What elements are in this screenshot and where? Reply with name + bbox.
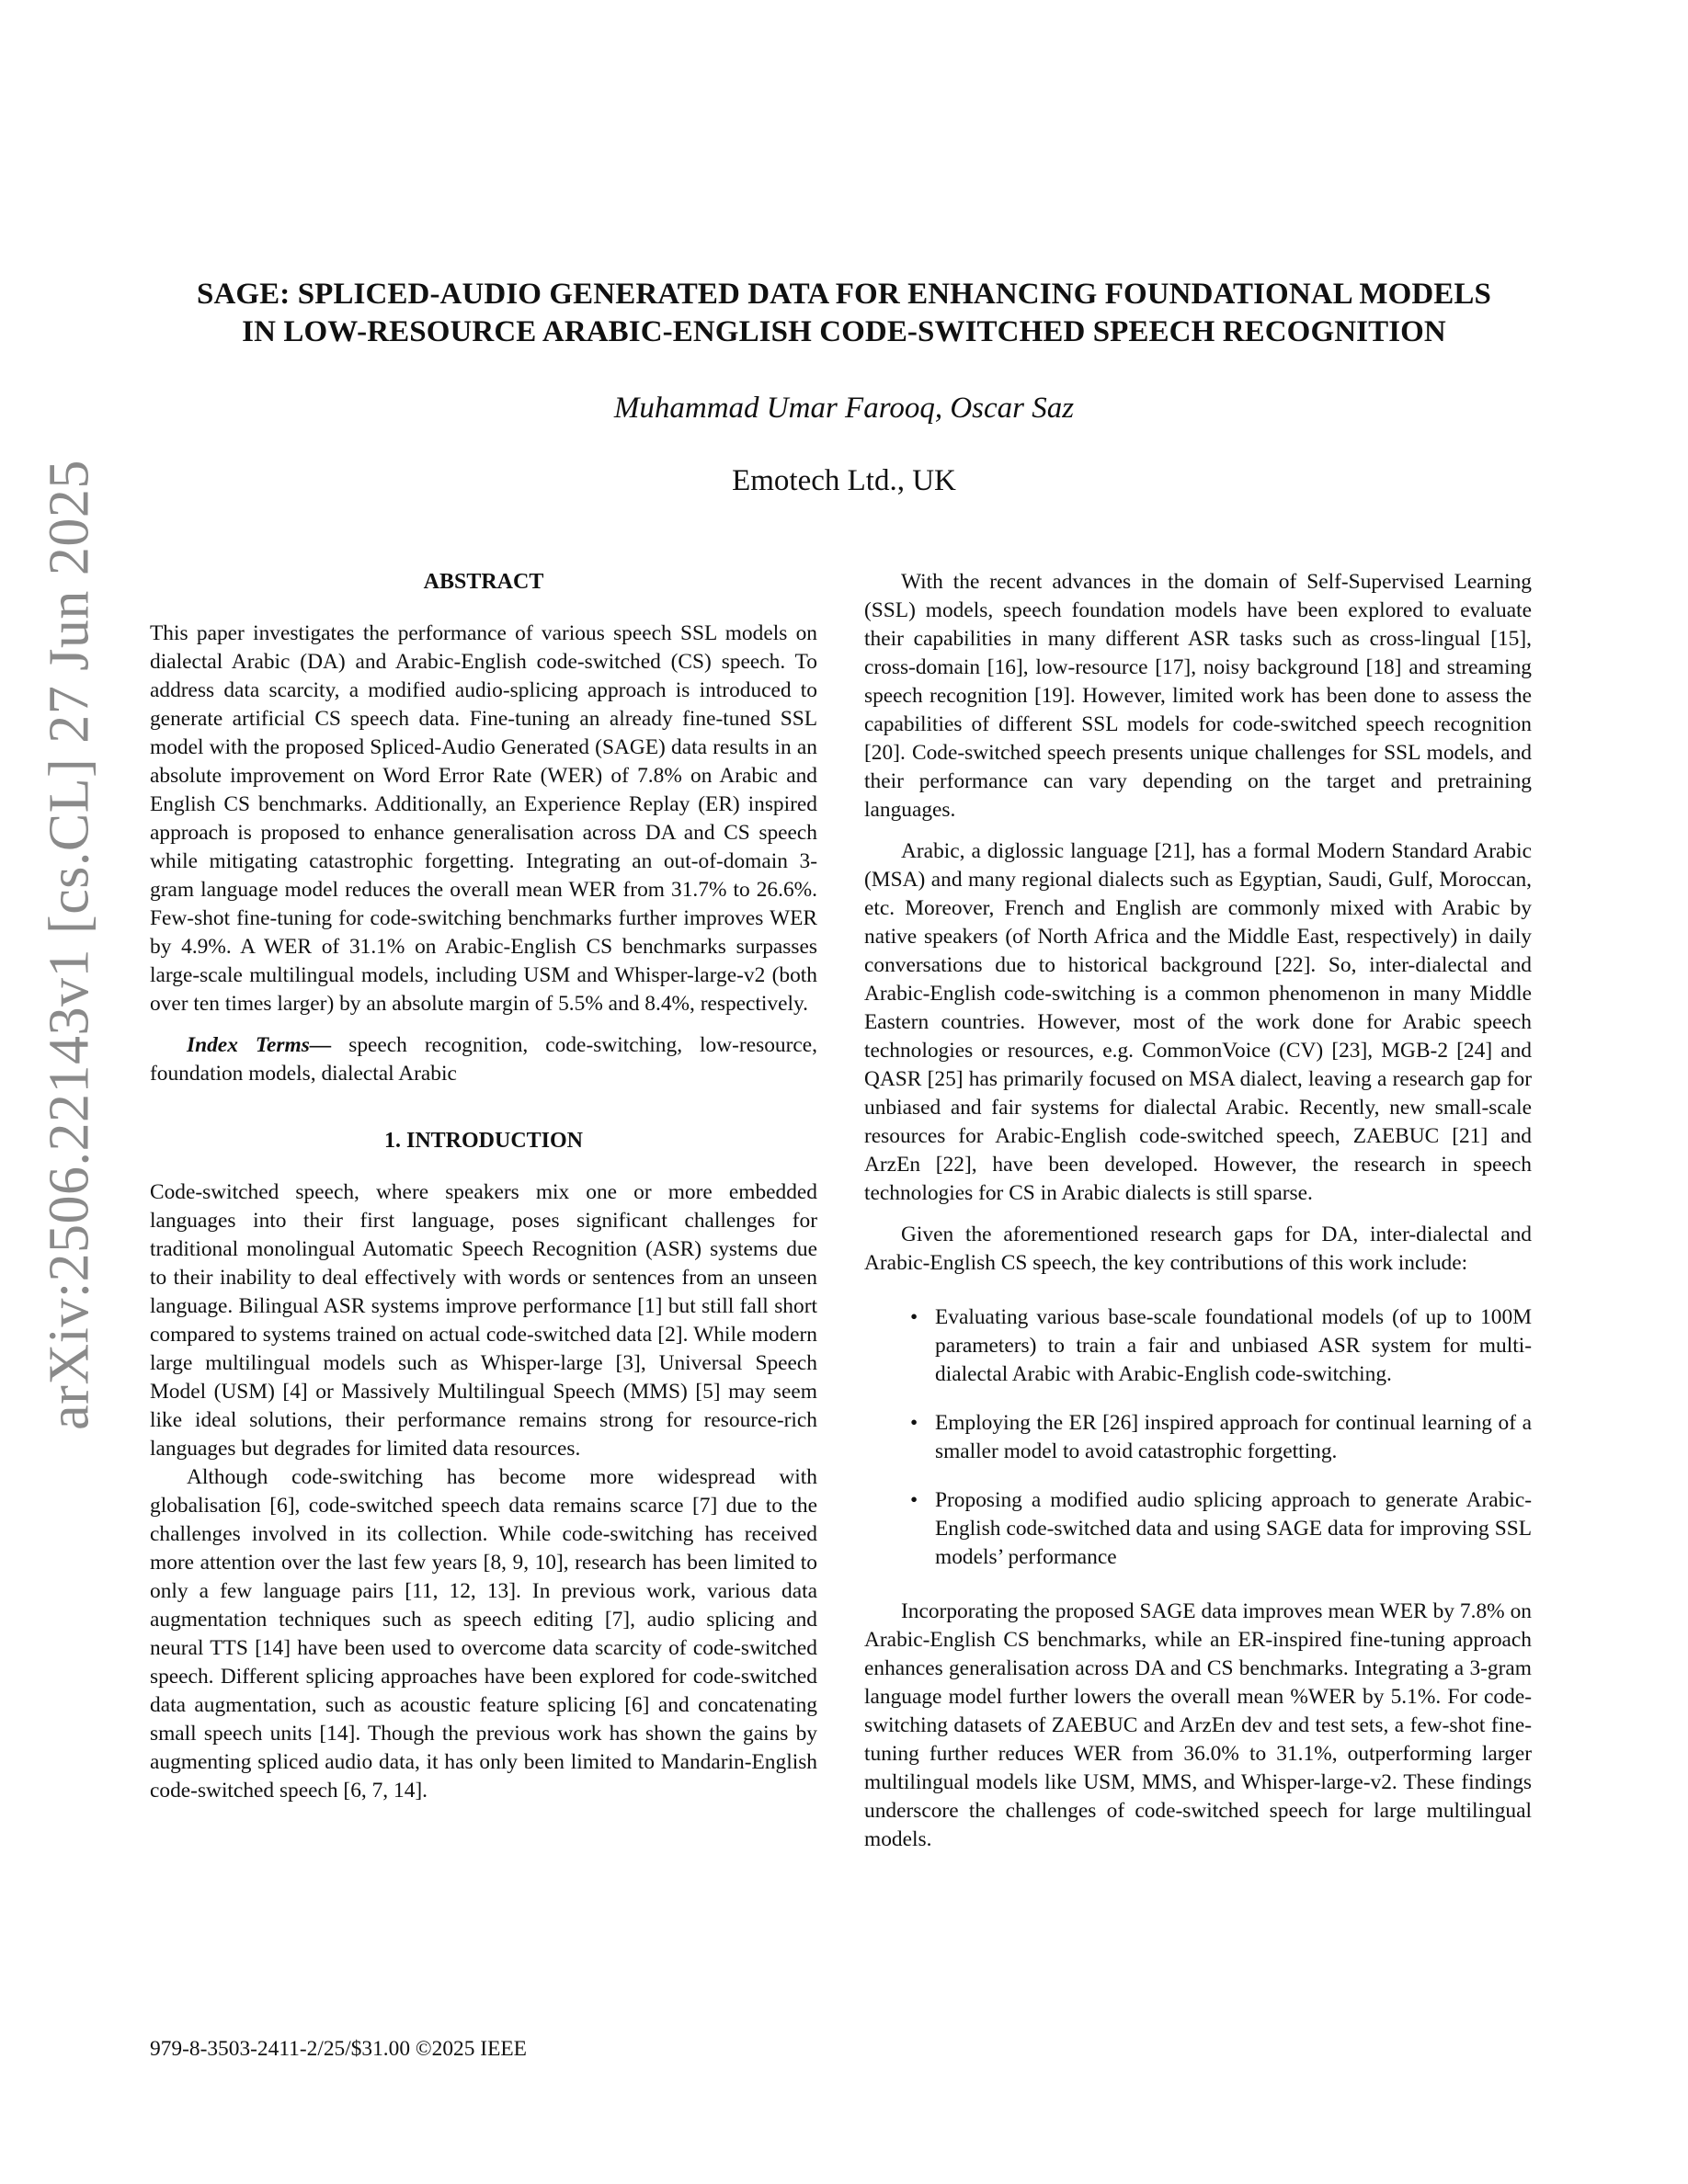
title-line-2: IN LOW-RESOURCE ARABIC-ENGLISH CODE-SWITCHED SPEECH RECOGNITION (242, 315, 1446, 348)
index-terms-label: Index Terms— (187, 1033, 332, 1057)
contribution-item (864, 1303, 1532, 1389)
arxiv-identifier: arXiv:2506.22143v1 [cs.CL] 27 Jun 2025 (38, 460, 101, 1430)
abstract-heading: ABSTRACT (423, 570, 544, 594)
bullet-icon: • (910, 1488, 918, 1512)
abstract-text: This paper investigates the performance of various speech SSL models on dialectal Arabic (DA) and Arabic-English code-switched (CS) speech. To address data scarcity, a modified audio-splicing approach is introduced to generate artificial CS speech data. Fine-tuning an already fine-tuned SSL model with the proposed Spliced-Audio Generated (SAGE) data results in an absolute improvement on Word Error Rate (WER) of 7.8% on Arabic and English CS benchmarks. Additionally, an Experience Replay (ER) inspired approach is proposed to enhance generalisation across DA and CS speech while mitigating catastrophic forgetting. Integrating an out-of-domain 3-gram language model reduces the overall mean WER from 31.7% to 26.6%. Few-shot fine-tuning for code-switching benchmarks further improves WER by 4.9%. A WER of 31.1% on Arabic-English CS benchmarks surpasses large-scale multilingual models, including USM and Whisper-large-v2 (both over ten times larger) by an absolute margin of 5.5% and 8.4%, respectively. (150, 621, 817, 1016)
title-line-1: SAGE: SPLICED-AUDIO GENERATED DATA FOR ENHANCING FOUNDATIONAL MODELS (197, 278, 1491, 311)
copyright-footer: 979-8-3503-2411-2/25/$31.00 ©2025 IEEE (150, 2037, 527, 2061)
intro-paragraph-2: Although code-switching has become more widespread with globalisation [6], code-switched speech data remains scarce [7] due to the challenges involved in its collection. While code-switching has received more attention over the last few years [8, 9, 10], research has been limited to only a few language pairs [11, 12, 13]. In previous work, various data augmentation techniques such as speech editing [7], audio splicing and neural TTS [14] have been used to overcome data scarcity of code-switched speech. Different splicing approaches have been explored for code-switched data augmentation, such as acoustic feature splicing [6] and concatenating small speech units [14]. Though the previous work has shown the gains by augmenting spliced audio data, it has only been limited to Mandarin-English code-switched speech [6, 7, 14]. (150, 1465, 817, 1803)
left-column (150, 568, 817, 1805)
authors: Muhammad Umar Farooq, Oscar Saz (613, 392, 1075, 425)
right-column (864, 568, 1532, 1854)
intro-paragraph-4: Arabic, a diglossic language [21], has a formal Modern Standard Arabic (MSA) and many regional dialects such as Egyptian, Saudi, Gulf, Moroccan, etc. Moreover, French and English are commonly mixed with Arabic by native speakers (of North Africa and the Middle East, respectively) in daily conversations due to historical background [22]. So, inter-dialectal and Arabic-English code-switching is a common phenomenon in many Middle Eastern countries. However, most of the work done for Arabic speech technologies or resources, e.g. CommonVoice (CV) [23], MGB-2 [24] and QASR [25] has primarily focused on MSA dialect, leaving a research gap for unbiased and fair systems for dialectal Arabic. Recently, new small-scale resources for Arabic-English code-switched speech, ZAEBUC [21] and ArzEn [22], have been developed. However, the research in speech technologies for CS in Arabic dialects is still sparse. (864, 839, 1532, 1205)
contribution-text: Employing the ER [26] inspired approach for continual learning of a smaller model to avoid catastrophic forgetting. (935, 1411, 1532, 1463)
bullet-icon: • (910, 1305, 918, 1329)
contributions-list (864, 1303, 1532, 1572)
intro-paragraph-1: Code-switched speech, where speakers mix one or more embedded languages into their first language, poses significant challenges for traditional monolingual Automatic Speech Recognition (ASR) systems due to their inability to deal effectively with words or sentences from an unseen language. Bilingual ASR systems improve performance [1] but still fall short compared to systems trained on actual code-switched data [2]. While modern large multilingual models such as Whisper-large [3], Universal Speech Model (USM) [4] or Massively Multilingual Speech (MMS) [5] may seem like ideal solutions, their performance remains strong for resource-rich languages but degrades for limited data resources. (150, 1180, 817, 1461)
intro-paragraph-3: With the recent advances in the domain of Self-Supervised Learning (SSL) models, speech foundation models have been explored to evaluate their capabilities in many different ASR tasks such as cross-lingual [15], cross-domain [16], low-resource [17], noisy background [18] and streaming speech recognition [19]. However, limited work has been done to assess the capabilities of different SSL models for code-switched speech recognition [20]. Code-switched speech presents unique challenges for SSL models, and their performance can vary depending on the target and pretraining languages. (864, 570, 1532, 822)
affiliation: Emotech Ltd., UK (732, 464, 956, 497)
introduction-heading: 1. INTRODUCTION (383, 1129, 584, 1153)
index-terms (150, 1031, 817, 1088)
contribution-item (864, 1409, 1532, 1466)
index-terms-text: speech recognition, code-switching, low-resource, foundation models, dialectal Arabic (150, 1033, 817, 1086)
paper-title (138, 276, 1550, 351)
contribution-text: Evaluating various base-scale foundational models (of up to 100M parameters) to train a fair and unbiased ASR system for multi-dialectal Arabic with Arabic-English code-switching. (935, 1305, 1532, 1386)
intro-paragraph-6: Incorporating the proposed SAGE data improves mean WER by 7.8% on Arabic-English CS benchmarks, while an ER-inspired fine-tuning approach enhances generalisation across DA and CS benchmarks. Integrating a 3-gram language model further lowers the overall mean %WER by 5.1%. For code-switching datasets of ZAEBUC and ArzEn dev and test sets, a few-shot fine-tuning further reduces WER from 36.0% to 31.1%, outperforming larger multilingual models like USM, MMS, and Whisper-large-v2. These findings underscore the challenges of code-switched speech for large multilingual models. (864, 1599, 1532, 1851)
contribution-item (864, 1486, 1532, 1572)
contribution-text: Proposing a modified audio splicing approach to generate Arabic-English code-switched data and using SAGE data for improving SSL models’ performance (935, 1488, 1532, 1569)
intro-paragraph-5: Given the aforementioned research gaps for DA, inter-dialectal and Arabic-English CS speech, the key contributions of this work include: (864, 1223, 1532, 1275)
bullet-icon: • (910, 1411, 918, 1435)
